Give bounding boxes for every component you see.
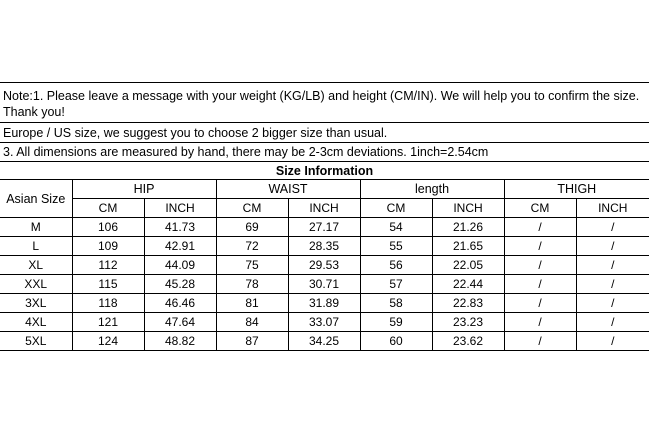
table-cell: 28.35 bbox=[288, 237, 360, 256]
table-cell: / bbox=[576, 275, 649, 294]
size-table bbox=[0, 180, 649, 350]
table-cell: 54 bbox=[360, 218, 432, 237]
group-header-row bbox=[0, 180, 649, 199]
table-cell: / bbox=[576, 218, 649, 237]
table-cell: 22.05 bbox=[432, 256, 504, 275]
unit-header: INCH bbox=[144, 199, 216, 218]
note-line-1: Note:1. Please leave a message with your weight (KG/LB) and height (CM/IN). We will help you to confirm the size. Thank you! bbox=[0, 83, 649, 123]
length-header: length bbox=[360, 180, 504, 199]
table-cell: / bbox=[504, 332, 576, 351]
size-row bbox=[0, 275, 649, 294]
table-cell: 59 bbox=[360, 313, 432, 332]
table-cell: 21.65 bbox=[432, 237, 504, 256]
table-cell: / bbox=[576, 256, 649, 275]
size-row bbox=[0, 237, 649, 256]
table-cell: 41.73 bbox=[144, 218, 216, 237]
table-cell: 121 bbox=[72, 313, 144, 332]
size-label: M bbox=[0, 218, 72, 237]
table-cell: 56 bbox=[360, 256, 432, 275]
table-cell: 84 bbox=[216, 313, 288, 332]
table-cell: 23.62 bbox=[432, 332, 504, 351]
asian-size-header: Asian Size bbox=[6, 191, 66, 206]
table-cell: 44.09 bbox=[144, 256, 216, 275]
table-cell: / bbox=[504, 256, 576, 275]
table-cell: 115 bbox=[72, 275, 144, 294]
size-row bbox=[0, 294, 649, 313]
note-line-2: Europe / US size, we suggest you to choose 2 bigger size than usual. bbox=[0, 123, 649, 143]
table-cell: / bbox=[504, 218, 576, 237]
size-label: XXL bbox=[0, 275, 72, 294]
table-cell: 112 bbox=[72, 256, 144, 275]
unit-header: INCH bbox=[576, 199, 649, 218]
table-cell: / bbox=[504, 294, 576, 313]
table-cell: 75 bbox=[216, 256, 288, 275]
size-label: XL bbox=[0, 256, 72, 275]
size-label: 3XL bbox=[0, 294, 72, 313]
table-cell: / bbox=[504, 275, 576, 294]
table-cell: 72 bbox=[216, 237, 288, 256]
table-cell: 60 bbox=[360, 332, 432, 351]
table-cell: 48.82 bbox=[144, 332, 216, 351]
table-cell: / bbox=[504, 313, 576, 332]
note-line-3: 3. All dimensions are measured by hand, there may be 2-3cm deviations. 1inch=2.54cm bbox=[0, 143, 649, 162]
table-cell: 30.71 bbox=[288, 275, 360, 294]
table-cell: 29.53 bbox=[288, 256, 360, 275]
table-cell: / bbox=[576, 294, 649, 313]
table-cell: 22.83 bbox=[432, 294, 504, 313]
table-cell: 81 bbox=[216, 294, 288, 313]
table-cell: 21.26 bbox=[432, 218, 504, 237]
unit-header: INCH bbox=[432, 199, 504, 218]
table-cell: / bbox=[504, 237, 576, 256]
table-cell: 87 bbox=[216, 332, 288, 351]
table-cell: / bbox=[576, 237, 649, 256]
size-label: 4XL bbox=[0, 313, 72, 332]
table-cell: 27.17 bbox=[288, 218, 360, 237]
unit-header: CM bbox=[216, 199, 288, 218]
size-row bbox=[0, 313, 649, 332]
size-label: L bbox=[0, 237, 72, 256]
table-cell: 106 bbox=[72, 218, 144, 237]
table-cell: 58 bbox=[360, 294, 432, 313]
table-cell: 55 bbox=[360, 237, 432, 256]
thigh-header: THIGH bbox=[504, 180, 649, 199]
unit-header-row bbox=[0, 199, 649, 218]
table-cell: 57 bbox=[360, 275, 432, 294]
table-cell: / bbox=[576, 332, 649, 351]
unit-header: CM bbox=[72, 199, 144, 218]
waist-header: WAIST bbox=[216, 180, 360, 199]
unit-header: INCH bbox=[288, 199, 360, 218]
table-cell: 124 bbox=[72, 332, 144, 351]
hip-header: HIP bbox=[72, 180, 216, 199]
table-cell: 23.23 bbox=[432, 313, 504, 332]
size-label: 5XL bbox=[0, 332, 72, 351]
table-cell: 33.07 bbox=[288, 313, 360, 332]
table-cell: 34.25 bbox=[288, 332, 360, 351]
table-cell: 47.64 bbox=[144, 313, 216, 332]
table-cell: / bbox=[576, 313, 649, 332]
size-row bbox=[0, 332, 649, 351]
table-cell: 31.89 bbox=[288, 294, 360, 313]
table-cell: 42.91 bbox=[144, 237, 216, 256]
table-cell: 46.46 bbox=[144, 294, 216, 313]
table-cell: 118 bbox=[72, 294, 144, 313]
table-cell: 78 bbox=[216, 275, 288, 294]
size-row bbox=[0, 256, 649, 275]
table-cell: 69 bbox=[216, 218, 288, 237]
size-row bbox=[0, 218, 649, 237]
size-information-title: Size Information bbox=[0, 162, 649, 180]
size-chart bbox=[0, 82, 649, 351]
unit-header: CM bbox=[360, 199, 432, 218]
unit-header: CM bbox=[504, 199, 576, 218]
table-cell: 45.28 bbox=[144, 275, 216, 294]
table-cell: 109 bbox=[72, 237, 144, 256]
table-cell: 22.44 bbox=[432, 275, 504, 294]
